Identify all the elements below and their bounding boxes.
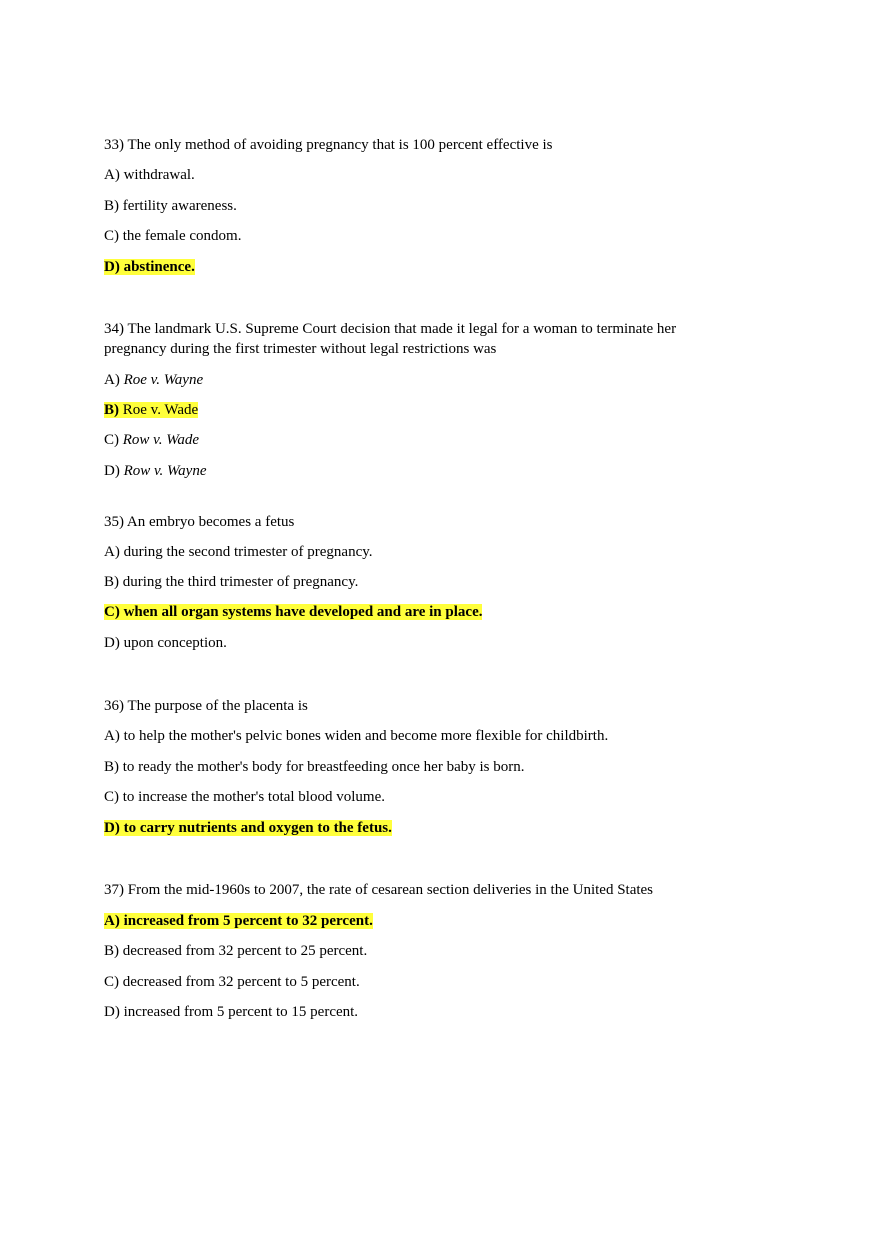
q35-option-a xyxy=(104,543,373,561)
q34-option-d-letter: D) xyxy=(104,463,120,479)
q37-option-a-letter: A) xyxy=(104,913,120,929)
q36-option-a-letter: A) xyxy=(104,728,120,744)
q37-option-d-letter: D) xyxy=(104,1004,120,1020)
q35-option-a-letter: A) xyxy=(104,544,120,560)
q33-option-a-text: withdrawal. xyxy=(123,167,195,183)
q35-option-c-text: when all organ systems have developed and are in place. xyxy=(123,604,483,620)
q36-option-c xyxy=(104,788,385,806)
q34-option-a-letter: A) xyxy=(104,372,120,388)
q37-option-b-text: decreased from 32 percent to 25 percent. xyxy=(122,943,368,959)
q35-option-c-letter: C) xyxy=(104,604,120,620)
q33-option-d-answer xyxy=(104,258,195,276)
q34-option-b-answer xyxy=(104,401,198,419)
q35-option-d xyxy=(104,634,227,652)
q36-stem: 36) The purpose of the placenta is xyxy=(104,698,308,714)
q36-option-d-answer xyxy=(104,819,392,837)
q37-option-d-text: increased from 5 percent to 15 percent. xyxy=(123,1004,359,1020)
q34-option-b-letter: B) xyxy=(104,402,119,418)
q33-option-d-text: abstinence. xyxy=(123,259,195,275)
q35-option-b-text: during the third trimester of pregnancy. xyxy=(122,574,359,590)
q36-option-c-letter: C) xyxy=(104,789,119,805)
q33-option-d-letter: D) xyxy=(104,259,120,275)
q34-option-c-text: Row v. Wade xyxy=(122,432,199,448)
q33-option-a-letter: A) xyxy=(104,167,120,183)
q37-option-d xyxy=(104,1003,358,1021)
q37-option-c-letter: C) xyxy=(104,974,119,990)
q34-option-a-text: Roe v. Wayne xyxy=(123,372,204,388)
q37-option-a-answer xyxy=(104,912,373,930)
q33-option-b xyxy=(104,197,237,215)
q34-option-b-text: Roe v. Wade xyxy=(122,402,199,418)
q35-option-a-text: during the second trimester of pregnancy. xyxy=(123,544,373,560)
q34-option-a xyxy=(104,371,203,389)
q33-option-b-letter: B) xyxy=(104,198,119,214)
q35-stem: 35) An embryo becomes a fetus xyxy=(104,514,295,530)
q33-option-c-letter: C) xyxy=(104,228,119,244)
q35-option-d-text: upon conception. xyxy=(123,635,227,651)
q35-option-b-letter: B) xyxy=(104,574,119,590)
q36-option-a-text: to help the mother's pelvic bones widen and become more flexible for childbirth. xyxy=(123,728,609,744)
q37-stem: 37) From the mid-1960s to 2007, the rate of cesarean section deliveries in the United States xyxy=(104,882,654,898)
q36-option-b-letter: B) xyxy=(104,759,119,775)
q33-option-c xyxy=(104,227,241,245)
q36-option-d-letter: D) xyxy=(104,820,120,836)
q37-option-c-text: decreased from 32 percent to 5 percent. xyxy=(122,974,360,990)
q33-option-c-text: the female condom. xyxy=(122,228,242,244)
q37-option-a-text: increased from 5 percent to 32 percent. xyxy=(123,913,373,929)
q34-option-d xyxy=(104,462,206,480)
q34-option-c xyxy=(104,431,199,449)
q36-option-a xyxy=(104,727,608,745)
q34-option-d-text: Row v. Wayne xyxy=(123,463,207,479)
q37-option-b-letter: B) xyxy=(104,943,119,959)
q33-stem: 33) The only method of avoiding pregnancy that is 100 percent effective is xyxy=(104,137,553,153)
q34-stem-line-2: pregnancy during the first trimester without legal restrictions was xyxy=(104,341,497,357)
q37-option-b xyxy=(104,942,367,960)
q35-option-d-letter: D) xyxy=(104,635,120,651)
q36-option-d-text: to carry nutrients and oxygen to the fetus. xyxy=(123,820,392,836)
q34-option-c-letter: C) xyxy=(104,432,119,448)
q37-option-c xyxy=(104,973,360,991)
q35-option-b xyxy=(104,573,358,591)
q36-option-b xyxy=(104,758,525,776)
q36-option-c-text: to increase the mother's total blood volume. xyxy=(122,789,385,805)
q33-option-a xyxy=(104,166,195,184)
q36-option-b-text: to ready the mother's body for breastfeeding once her baby is born. xyxy=(122,759,525,775)
q33-option-b-text: fertility awareness. xyxy=(122,198,237,214)
q34-stem-line-1: 34) The landmark U.S. Supreme Court decision that made it legal for a woman to terminate her xyxy=(104,321,677,337)
q35-option-c-answer xyxy=(104,603,482,621)
